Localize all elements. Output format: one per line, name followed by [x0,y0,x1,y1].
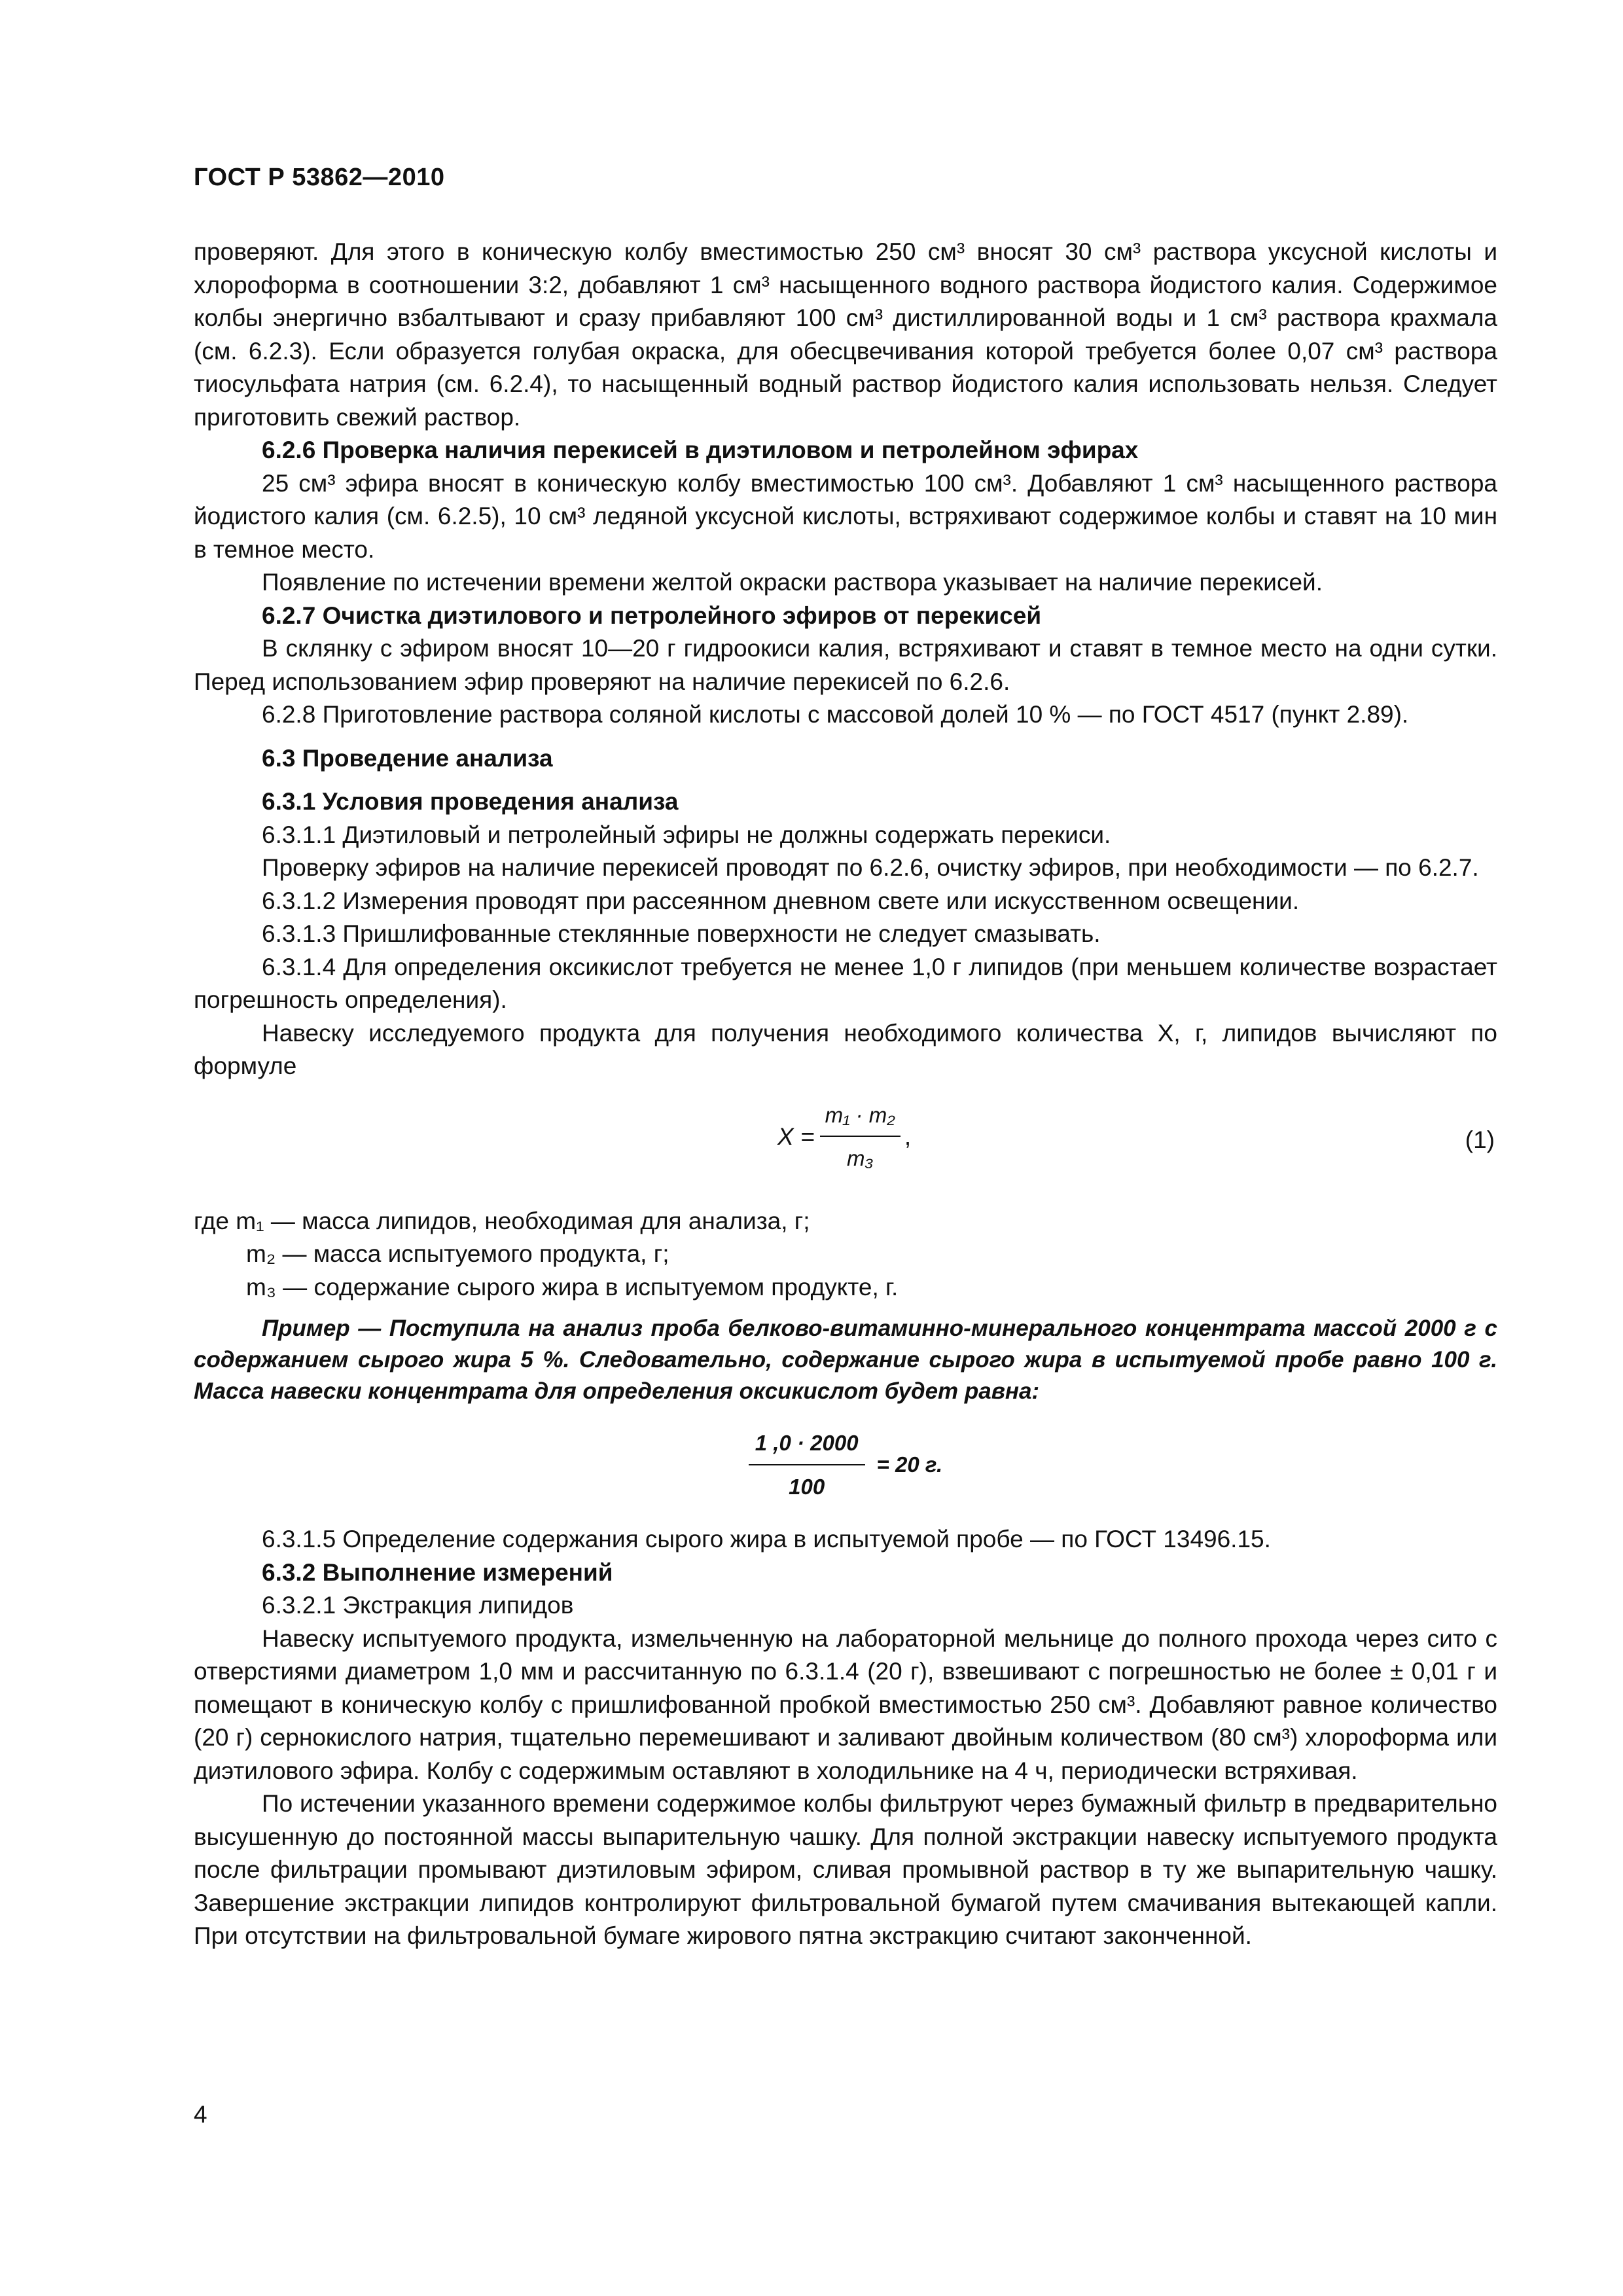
legend-m2: m₂ — масса испытуемого продукта, г; [246,1240,669,1267]
heading-6-3-2: 6.3.2 Выполнение измерений [262,1558,613,1586]
formula-denominator: m₃ [846,1146,874,1170]
paragraph-6-3-1-1-b: Проверку эфиров на наличие перекисей проводят по 6.2.6, очистку эфиров, при необходимости — по 6.2.7. [262,854,1479,881]
page-number: 4 [194,2101,207,2128]
document-code-header: ГОСТ Р 53862—2010 [194,164,445,191]
paragraph-6-3-1-5: 6.3.1.5 Определение содержания сырого жира в испытуемой пробе — по ГОСТ 13496.15. [262,1526,1271,1552]
paragraph-6-3-2-1-c: По истечении указанного времени содержимое колбы фильтруют через бумажный фильтр в предварительно высушенную до постоянной массы выпарительную чашку. Для полной экстракции навеску испытуемого продукта после фильтрации промывают диэтиловым эфиром, сливая промывной раствор в ту же выпарительную чашку. Завершение экстракции липидов контролируют фильтровальной бумагой путем смачивания вытекающей капли. При отсутствии на фильтровальной бумаге жирового пятна экстракцию считают законченной. [194,1790,1497,1949]
heading-6-2-6: 6.2.6 Проверка наличия перекисей в диэтиловом и петролейном эфирах [262,437,1139,463]
paragraph-6-3-1-4: 6.3.1.4 Для определения оксикислот требуется не менее 1,0 г липидов (при меньшем количестве возрастает погрешность определения). [194,953,1497,1013]
paragraph-6-3-1-3: 6.3.1.3 Пришлифованные стеклянные поверхности не следует смазывать. [262,920,1101,947]
example-result: = 20 г. [876,1452,943,1477]
heading-6-3-1: 6.3.1 Условия проведения анализа [262,788,679,815]
example-block [194,1313,1497,1407]
example-fraction [749,1427,865,1503]
paragraph-6-3-1-4-b: Навеску исследуемого продукта для получения необходимого количества X, г, липидов вычисляют по формуле [194,1019,1497,1079]
heading-6-2-7: 6.2.7 Очистка диэтилового и петролейного эфиров от перекисей [262,601,1042,629]
heading-6-3: 6.3 Проведение анализа [262,744,553,772]
example-denominator: 100 [789,1474,825,1499]
paragraph-6-2-6-b: Появление по истечении времени желтой окраски раствора указывает на наличие перекисей. [262,569,1323,596]
paragraph-6-3-2-1: 6.3.2.1 Экстракция липидов [262,1592,574,1619]
document-body [194,236,1497,1953]
paragraph-6-2-7: В склянку с эфиром вносят 10—20 г гидроокиси калия, встряхивают и ставят в темное место на одни сутки. Перед использованием эфир проверяют на наличие перекисей по 6.2.6. [194,635,1497,695]
paragraph-6-3-1-1: 6.3.1.1 Диэтиловый и петролейный эфиры не должны содержать перекиси. [262,821,1111,848]
legend-m3: m₃ — содержание сырого жира в испытуемом продукте, г. [246,1273,899,1300]
formula-lhs: X = [777,1122,815,1150]
formula-numerator: m₁ · m₂ [820,1099,901,1138]
formula-legend [194,1205,1497,1304]
legend-m1: где m₁ — масса липидов, необходимая для анализа, г; [194,1207,810,1234]
paragraph-6-3-1-2: 6.3.1.2 Измерения проводят при рассеянном дневном свете или искусственном освещении. [262,887,1300,914]
formula-fraction [777,1099,911,1175]
paragraph-6-3-2-1-b: Навеску испытуемого продукта, измельченную на лабораторной мельнице до полного прохода через сито с отверстиями диаметром 1,0 мм и рассчитанную по 6.3.1.4 (20 г), взвешивают с погрешностью не более ± 0,01 г и помещают в коническую колбу с пришлифованной пробкой вместимостью 250 см³. Добавляют равное количество (20 г) сернокислого натрия, тщательно перемешивают и заливают двойным количеством (80 см³) хлороформа или диэтилового эфира. Колбу с содержимым оставляют в холодильнике на 4 ч, периодически встряхивая. [194,1624,1497,1784]
example-numerator: 1 ,0 · 2000 [749,1427,865,1465]
example-text: Пример — Поступила на анализ проба белково-витаминно-минерального концентрата массой 2000 г с содержанием сырого жира 5 %. Следовательно, содержание сырого жира в испытуемой пробе равно 100 г. Масса навески концентрата для определения оксикислот будет равна: [194,1316,1497,1404]
paragraph-6-2-6-a: 25 см³ эфира вносят в коническую колбу вместимостью 100 см³. Добавляют 1 см³ насыщенного раствора йодистого калия (см. 6.2.5), 10 см³ ледяной уксусной кислоты, встряхивают содержимое колбы и ставят на 10 мин в темное место. [194,469,1497,563]
formula-trailing-comma: , [904,1122,912,1150]
paragraph-6-2-8: 6.2.8 Приготовление раствора соляной кислоты с массовой долей 10 % — по ГОСТ 4517 (пункт 2.89). [262,701,1409,728]
formula-number: (1) [1465,1126,1495,1153]
paragraph-continuation: проверяют. Для этого в коническую колбу вместимостью 250 см³ вносят 30 см³ раствора уксусной кислоты и хлороформа в соотношении 3:2, добавляют 1 см³ насыщенного водного раствора йодистого калия. Содержимое колбы энергично взбалтывают и сразу прибавляют 100 см³ дистиллированной воды и 1 см³ раствора крахмала (см. 6.2.3). Если образуется голубая окраска, для обесцвечивания которой требуется более 0,07 см³ раствора тиосульфата натрия (см. 6.2.4), то насыщенный водный раствор йодистого калия использовать нельзя. Следует приготовить свежий раствор. [194,238,1497,431]
formula-stack [820,1099,901,1175]
formula-1 [194,1099,1497,1197]
example-calculation [194,1427,1497,1503]
